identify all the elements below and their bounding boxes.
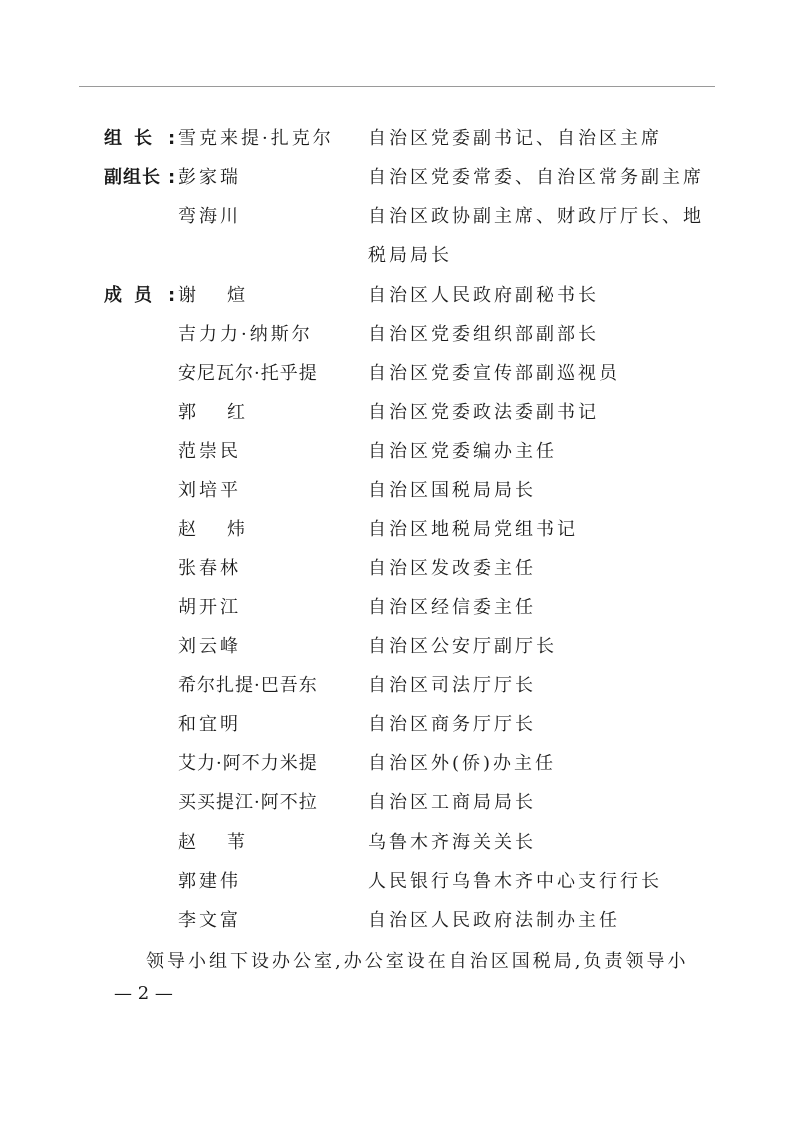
member-duty: 自治区外(侨)办主任: [368, 753, 557, 774]
deputy-name: 彭家瑞: [178, 167, 241, 188]
leader-role: 组长: [104, 128, 164, 149]
member-duty: 自治区经信委主任: [368, 597, 536, 618]
member-duty: 自治区党委组织部副部长: [368, 324, 599, 345]
member-row: [0, 515, 793, 545]
member-name: 范崇民: [178, 441, 241, 462]
member-row: [0, 320, 793, 350]
header-rule: [79, 86, 715, 87]
member-row: [0, 788, 793, 818]
member-name: 买买提江·阿不拉: [178, 792, 318, 813]
body-paragraph: 领导小组下设办公室,办公室设在自治区国税局,负责领导小: [146, 951, 689, 972]
member-row: [0, 476, 793, 506]
member-name: 希尔扎提·巴吾东: [178, 675, 318, 696]
member-row: [0, 398, 793, 428]
member-row: [0, 281, 793, 311]
member-row: [0, 828, 793, 858]
deputy-duty-continuation-row: [0, 241, 793, 271]
member-duty: 自治区公安厅副厅长: [368, 636, 557, 657]
member-name: 张春林: [178, 558, 241, 579]
leader-colon: :: [168, 128, 176, 149]
member-duty: 自治区司法厅厅长: [368, 675, 536, 696]
leader-row: [0, 124, 793, 154]
deputy-role: 副组长: [104, 167, 161, 188]
member-duty: 自治区人民政府副秘书长: [368, 285, 599, 306]
member-name: 刘云峰: [178, 636, 241, 657]
member-name: 艾力·阿不力米提: [178, 753, 318, 774]
member-name: 刘培平: [178, 480, 241, 501]
deputy-duty-continuation: 税局局长: [368, 245, 452, 266]
deputy-name: 弯海川: [178, 206, 241, 227]
member-row: [0, 437, 793, 467]
deputy-row: [0, 163, 793, 193]
leader-name: 雪克来提·扎克尔: [178, 128, 334, 149]
member-name: 郭建伟: [178, 871, 241, 892]
member-duty: 自治区国税局局长: [368, 480, 536, 501]
member-duty: 自治区党委政法委副书记: [368, 402, 599, 423]
leader-duty: 自治区党委副书记、自治区主席: [368, 128, 662, 149]
member-row: [0, 632, 793, 662]
member-name: 安尼瓦尔·托乎提: [178, 363, 318, 384]
member-name: 郭红: [178, 402, 276, 423]
member-name: 赵苇: [178, 832, 276, 853]
member-role: 成员: [104, 285, 164, 306]
member-row: [0, 593, 793, 623]
member-name: 赵炜: [178, 519, 276, 540]
member-row: [0, 671, 793, 701]
member-duty: 乌鲁木齐海关关长: [368, 832, 536, 853]
member-duty: 自治区发改委主任: [368, 558, 536, 579]
member-duty: 自治区党委宣传部副巡视员: [368, 363, 620, 384]
deputy-row: [0, 202, 793, 232]
member-duty: 自治区党委编办主任: [368, 441, 557, 462]
member-name: 吉力力·纳斯尔: [178, 324, 313, 345]
member-name: 谢煊: [178, 285, 276, 306]
member-name: 李文富: [178, 910, 241, 931]
member-duty: 人民银行乌鲁木齐中心支行行长: [368, 871, 662, 892]
member-row: [0, 867, 793, 897]
member-row: [0, 749, 793, 779]
member-name: 和宜明: [178, 714, 241, 735]
deputy-duty: 自治区政协副主席、财政厅厅长、地: [368, 206, 704, 227]
member-colon: :: [168, 285, 176, 306]
member-row: [0, 359, 793, 389]
member-duty: 自治区地税局党组书记: [368, 519, 578, 540]
member-duty: 自治区人民政府法制办主任: [368, 910, 620, 931]
deputy-colon: :: [168, 167, 176, 188]
member-row: [0, 906, 793, 936]
page-number: — 2 —: [114, 983, 173, 1004]
deputy-duty: 自治区党委常委、自治区常务副主席: [368, 167, 704, 188]
member-duty: 自治区商务厅厅长: [368, 714, 536, 735]
member-duty: 自治区工商局局长: [368, 792, 536, 813]
member-row: [0, 554, 793, 584]
member-row: [0, 710, 793, 740]
member-name: 胡开江: [178, 597, 241, 618]
